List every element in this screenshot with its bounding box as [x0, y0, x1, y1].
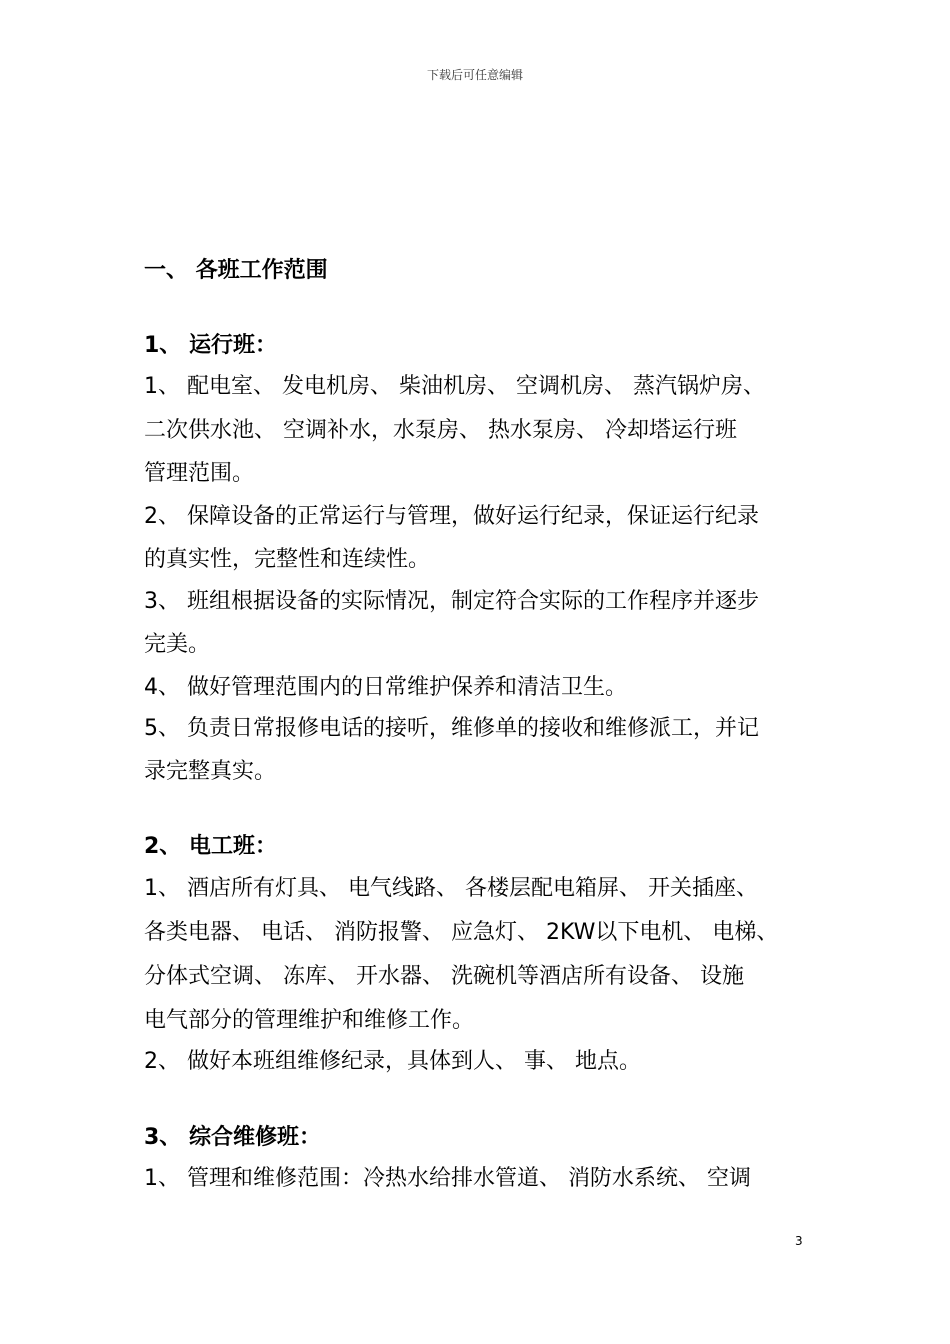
- paragraph-line: 4、 做好管理范围内的日常维护保养和清洁卫生。: [144, 675, 627, 700]
- page-header: 下载后可任意编辑: [426, 68, 523, 82]
- paragraph-line: 各类电器、 电话、 消防报警、 应急灯、 2KW以下电机、 电梯、: [144, 920, 779, 945]
- paragraph-line: 1、 管理和维修范围：冷热水给排水管道、 消防水系统、 空调: [144, 1166, 751, 1191]
- paragraph-line: 2、 保障设备的正常运行与管理，做好运行纪录，保证运行纪录: [144, 504, 759, 529]
- paragraph-line: 录完整真实。: [144, 759, 277, 784]
- paragraph-line: 管理范围。: [144, 461, 255, 486]
- paragraph-line: 完美。: [144, 632, 211, 657]
- page-number: 3: [795, 1234, 803, 1248]
- subsection-heading-maintenance: 3、 综合维修班：: [144, 1125, 321, 1150]
- paragraph-line: 1、 酒店所有灯具、 电气线路、 各楼层配电箱屏、 开关插座、: [144, 876, 758, 901]
- paragraph-line: 分体式空调、 冻库、 开水器、 洗碗机等酒店所有设备、 设施: [144, 964, 744, 989]
- subsection-heading-operation: 1、 运行班：: [144, 333, 277, 358]
- paragraph-line: 的真实性，完整性和连续性。: [144, 547, 431, 572]
- paragraph-line: 二次供水池、 空调补水，水泵房、 热水泵房、 冷却塔运行班: [144, 418, 737, 443]
- paragraph-line: 1、 配电室、 发电机房、 柴油机房、 空调机房、 蒸汽锅炉房、: [144, 374, 765, 399]
- subsection-heading-electrician: 2、 电工班：: [144, 834, 277, 859]
- section-heading: 一、 各班工作范围: [144, 258, 328, 283]
- paragraph-line: 电气部分的管理维护和维修工作。: [144, 1008, 475, 1033]
- paragraph-line: 2、 做好本班组维修纪录，具体到人、 事、 地点。: [144, 1049, 641, 1074]
- paragraph-line: 3、 班组根据设备的实际情况，制定符合实际的工作程序并逐步: [144, 589, 759, 614]
- paragraph-line: 5、 负责日常报修电话的接听，维修单的接收和维修派工，并记: [144, 716, 759, 741]
